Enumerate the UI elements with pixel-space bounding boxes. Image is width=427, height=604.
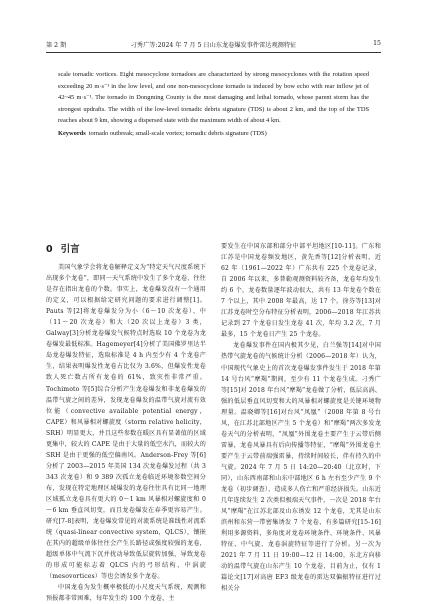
section-heading (46, 241, 88, 255)
paragraph: 美国气象学会将龙卷解释定义为“特定天气尺度系统下出现多个龙卷”，即同一天气系统中发生了多个龙卷，往往是存在指出龙卷的个数。事实上，龙卷爆发没有一个通用的定义，可以根据给定研究问题的要求进行调整[1]。Pauts 等[2]将龙卷爆发分为小（6～10 次龙卷）、中（11～20 次龙卷）和大（20 次以上龙卷）3 类，Galway[3]分析龙卷爆发气候特点时选取 10 个龙卷为龙卷爆发最低标准。Hagemeyer[4]分析了美国佛罗里达半岛龙卷爆发特征，选取标准是 4 h 内至少有 4 个龙卷产生，结果表明爆发性龙卷占比仅为 3.6%，但爆发性龙卷致人死亡数占所有龙卷的 61%，致灾性非常严重。Tochimoto 等[5]综合分析产生龙卷爆发和非龙卷爆发的温带气旋之间的差异，发现龙卷爆发的温带气旋对流有效位能（convective available potential energy，CAPE）和风暴相对螺旋度（storm relative helicity，SRH）明显更大，并且这些参数在暖区具有显著值的区域更集中，较大的 CAPE 是由于大量的低空水汽，而较大的 SRH 是由于更强的低空偏南风。Anderson-Frey 等[6]分析了 2003—2015 年美国 134 次龙卷爆发过程（共 3 343 次龙卷）和 9 389 次孤立龙卷临近环境参数空间分布，发现在特定地理区域爆发的龙卷往往具有比同一地理区域孤立龙卷具有更大的 0～1 km 风暴相对螺旋度和 0～6 km 垂直风切变，而且龙卷爆发在春季更容易产生。研究[7-8]表明，龙卷爆发常见的对流系统是准线性对流系统（quasi-linear convective system，QLCS），镶嵌在其内的超级单体往往会产生长路径或强度较强的龙卷，超级单体中气流下沉并扰动导致低层旋转加强，导致龙卷的形成可能标志着 QLCS 内的弓形结构、中涡旋（mesovortices）等也会诱发多个龙卷。 (46, 264, 206, 581)
keywords-line (58, 128, 369, 140)
page-number: 15 (373, 40, 381, 47)
issue-number: 第 2 期 (46, 42, 67, 49)
header-rule (46, 52, 381, 53)
left-column (46, 262, 206, 604)
section-number: 0 (46, 244, 53, 255)
keywords-label: Keywords (58, 129, 86, 137)
running-header (46, 40, 381, 52)
right-column (221, 241, 381, 595)
english-abstract (58, 69, 369, 139)
section-title: 引言 (60, 244, 80, 255)
abstract-text: scale tornadic vortices. Eight mesocyclone tornadoes are characterized by strong mesocyclones with the rotation speed exceeding 20 m·s⁻¹ in the low level, and one non-mesocyclone tornado is induced by bow echo with rear inflow jet of 42~45 m·s⁻¹. The tornado in Dongming County is the most damaging and lethal tornado, whose parent storm has the strongest updrafts. The width of the low-level tornadic debris signature (TDS) is about 2 km, and the top of the TDS reaches about 9 km, showing a dispersed state with the maximum width of about 4 km. (58, 71, 369, 124)
paragraph: 龙卷爆发事件在国内极其少见，白兰强等[14]对中国热带气旋龙卷的气候统计分析（2006—2018 年）认为，中国现代气象史上的首次龙卷爆发事件发生于 2018 年第 14 号台风“摩羯”期间，至少有 11 个龙卷生成。刁秀广等[15]对 2018 年台风“摩羯”龙卷做了分析，低层高涡、强的低层垂直风切变和大的风暴相对螺旋度是关键环境物理量。温晓卿等[16]对台风“凤凰”（2008 年第 8 号台风，在江苏北部地区产生 5 个龙卷）和“摩羯”两次多发龙卷天气的分析表明，“凤凰”外围龙卷主要产生于云带后侧雷暴，龙卷风暴具有后向传播等特征，“摩羯”外围龙卷主要产生于云带前端强雷暴，持续时间较长，伴有持久的中气旋。2024 年 7 月 5 日 14:20—20:40（北京时，下同），山东西南部和山东中部地区 6 h 左右至少产生 9 个龙卷（初步调查），造成多人伤亡和严重经济损失。山东近几年连续发生 2 次类似极端天气事件，一次是 2018 年台风“摩羯”在江苏北部及山东诱发 12 个龙卷，无其是山东滨州和东营一带密集诱发 7 个龙卷，有多篇研究[15-16]利用多源资料，多角度对龙卷环境条件、环境条件、风暴特征、中气旋、龙卷涡旋特征等进行了分析。另一次为 2021 年 7 月 11 日 19:00—12 日 14:00，东北方向移动的温带气旋在山东产生 10 个龙卷，目前为止，仅有 1 篇论文[17]对高唐 EF3 级龙卷的雷达双偏振特征进行过相关分 (221, 342, 381, 593)
paragraph: 中国龙卷为发生概率极低的小尺度天气系统，观测和预报都非常困难，每年发生约 100 个龙卷，主 (46, 584, 206, 603)
running-title: 刁秀广等:2024 年 7 月 5 日山东龙卷爆发事件雷达观测特征 (130, 42, 297, 49)
paragraph: 要发生在中国东部和部分中部平坦地区[10-11]。广东和江苏是中国龙卷频发地区，黄先香等[12]分析表明，近 62 年（1961—2022 年）广东共有 225 个龙卷记录，自 2006 年以来，多普勒观测资料较齐备，龙卷年均发生约 6 个，龙卷数量逐年波动很大，共有 13 年龙卷个数在 7 个以上，其中 2008 年最高，达 17 个。徐芬等[13]对江苏龙卷时空分布特征分析表明，2006—2018 年江苏共记录到 27 个龙卷日发生龙卷 41 次，年均 3.2 次，7 月最多，15 个龙卷日产生 25 个龙卷。 (221, 243, 381, 339)
keywords-text: tornado outbreak; small-scale vortex; tornadic debris signature (TDS) (88, 129, 267, 137)
